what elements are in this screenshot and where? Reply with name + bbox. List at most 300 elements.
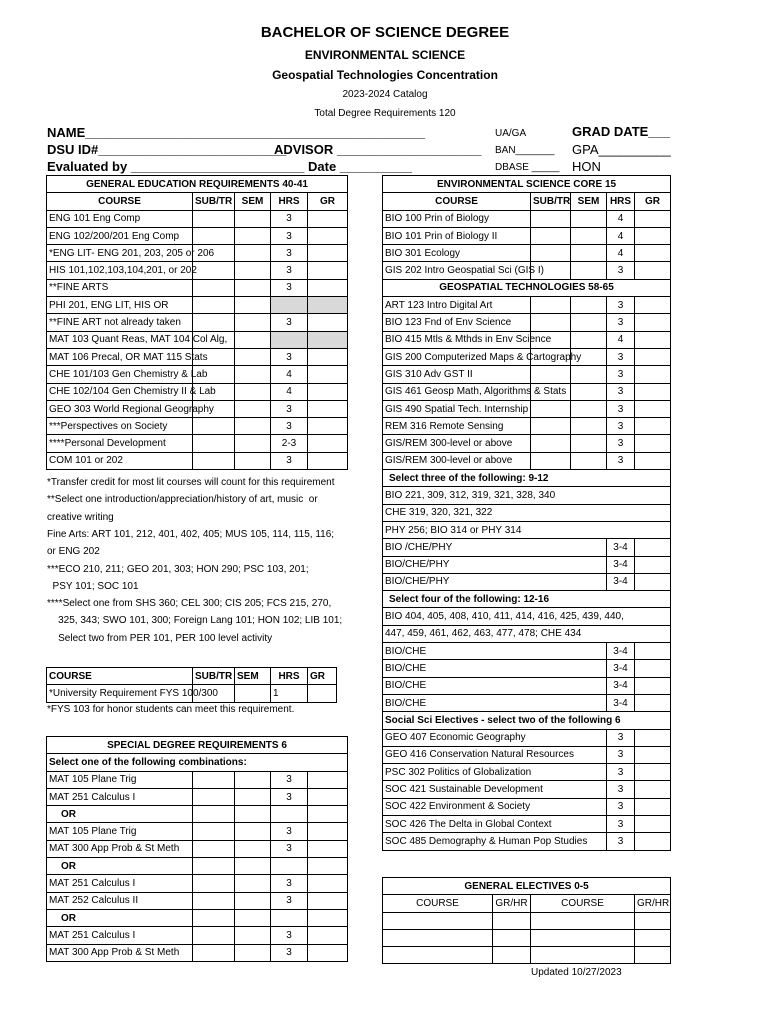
gr-cell[interactable] bbox=[635, 400, 671, 417]
sub-tr-cell[interactable] bbox=[531, 418, 571, 435]
gr-cell[interactable] bbox=[308, 227, 348, 244]
gr-cell[interactable] bbox=[635, 383, 671, 400]
gr-cell[interactable] bbox=[308, 279, 348, 296]
sub-tr-cell[interactable] bbox=[193, 227, 235, 244]
hrs-cell: 4 bbox=[607, 227, 635, 244]
course-name: SOC 485 Demography & Human Pop Studies bbox=[383, 833, 607, 850]
hrs-cell: 3 bbox=[607, 348, 635, 365]
gr-hr-cell[interactable] bbox=[635, 947, 671, 964]
hrs-cell: 3 bbox=[271, 771, 308, 788]
gr-cell[interactable] bbox=[308, 245, 348, 262]
table-row bbox=[383, 452, 671, 469]
gr-cell[interactable] bbox=[308, 366, 348, 383]
col-gr: GR bbox=[308, 668, 337, 685]
social-sci-title: Social Sci Electives - select two of the following 6 bbox=[383, 712, 671, 729]
table-row bbox=[47, 314, 348, 331]
course-cell[interactable] bbox=[383, 912, 493, 929]
hrs-cell: 2-3 bbox=[271, 435, 308, 452]
sem-cell[interactable] bbox=[235, 823, 271, 840]
sub-tr-cell[interactable] bbox=[193, 858, 235, 875]
hrs-cell: 1 bbox=[271, 685, 308, 702]
sem-cell[interactable] bbox=[571, 400, 607, 417]
sem-cell[interactable] bbox=[235, 400, 271, 417]
special-degree-table bbox=[46, 736, 348, 962]
table-row bbox=[47, 245, 348, 262]
section-row bbox=[383, 591, 671, 608]
sem-cell[interactable] bbox=[235, 418, 271, 435]
dsu-id-field[interactable]: DSU ID#__________________________ bbox=[47, 142, 287, 157]
hrs-cell: 3 bbox=[607, 452, 635, 469]
gr-cell[interactable] bbox=[308, 858, 348, 875]
gr-cell[interactable] bbox=[635, 815, 671, 832]
sem-cell[interactable] bbox=[235, 383, 271, 400]
gr-hr-cell[interactable] bbox=[493, 929, 531, 946]
sem-cell[interactable] bbox=[571, 245, 607, 262]
gr-cell[interactable] bbox=[635, 798, 671, 815]
course-list-text: 447, 459, 461, 462, 463, 477, 478; CHE 434 bbox=[383, 625, 671, 642]
table-row bbox=[383, 815, 671, 832]
special-select-text: Select one of the following combinations: bbox=[47, 754, 348, 771]
course-name: ENG 102/200/201 Eng Comp bbox=[47, 227, 193, 244]
col-sub-tr: SUB/TR bbox=[531, 193, 571, 210]
hrs-cell: 3 bbox=[607, 781, 635, 798]
or-label: OR bbox=[47, 858, 193, 875]
course-list-text: PHY 256; BIO 314 or PHY 314 bbox=[383, 521, 671, 538]
sem-cell[interactable] bbox=[235, 366, 271, 383]
gr-cell[interactable] bbox=[308, 840, 348, 857]
table-row bbox=[383, 366, 671, 383]
course-list-row bbox=[383, 504, 671, 521]
col-course: COURSE bbox=[383, 193, 531, 210]
sub-tr-cell[interactable] bbox=[193, 840, 235, 857]
gen-ed-note: PSY 101; SOC 101 bbox=[47, 580, 139, 592]
gr-hr-cell[interactable] bbox=[493, 947, 531, 964]
gen-ed-note: 325, 343; SWO 101, 300; Foreign Lang 101; HON 102; LIB 101; bbox=[47, 615, 343, 627]
course-name: PSC 302 Politics of Globalization bbox=[383, 764, 607, 781]
col-hrs: HRS bbox=[271, 668, 308, 685]
course-name: SOC 422 Environment & Society bbox=[383, 798, 607, 815]
gr-cell[interactable] bbox=[635, 452, 671, 469]
sem-cell[interactable] bbox=[235, 858, 271, 875]
table-row bbox=[47, 210, 348, 227]
gr-cell[interactable] bbox=[635, 643, 671, 660]
hrs-cell: 3 bbox=[607, 314, 635, 331]
col-sem: SEM bbox=[235, 668, 271, 685]
course-list-text: BIO 221, 309, 312, 319, 321, 328, 340 bbox=[383, 487, 671, 504]
sub-tr-cell[interactable] bbox=[531, 314, 571, 331]
evaluated-by-field[interactable]: Evaluated by ________________________ bbox=[47, 159, 305, 174]
gr-cell[interactable] bbox=[308, 331, 348, 348]
updated-date: Updated 10/27/2023 bbox=[531, 967, 622, 978]
gen-ed-note: ***ECO 210, 211; GEO 201, 303; HON 290; PSC 103, 201; bbox=[47, 563, 309, 575]
gr-cell[interactable] bbox=[635, 245, 671, 262]
gr-cell[interactable] bbox=[635, 556, 671, 573]
course-cell[interactable] bbox=[531, 912, 635, 929]
col-course: COURSE bbox=[383, 895, 493, 912]
course-name: SOC 421 Sustainable Development bbox=[383, 781, 607, 798]
hrs-cell: 3 bbox=[607, 798, 635, 815]
hrs-cell: 3 bbox=[607, 297, 635, 314]
course-list-row bbox=[383, 521, 671, 538]
gen-ed-note: ****Select one from SHS 360; CEL 300; CIS 205; FCS 215, 270, bbox=[47, 598, 332, 610]
course-name: MAT 251 Calculus I bbox=[47, 927, 193, 944]
sem-cell[interactable] bbox=[235, 297, 271, 314]
hrs-cell: 3 bbox=[271, 400, 308, 417]
table-row bbox=[383, 245, 671, 262]
sub-tr-cell[interactable] bbox=[531, 366, 571, 383]
course-name: GEO 407 Economic Geography bbox=[383, 729, 607, 746]
gr-hr-cell[interactable] bbox=[493, 912, 531, 929]
sem-cell[interactable] bbox=[571, 227, 607, 244]
sub-tr-cell[interactable] bbox=[193, 279, 235, 296]
gr-cell[interactable] bbox=[308, 944, 348, 961]
course-cell[interactable] bbox=[383, 929, 493, 946]
gr-cell[interactable] bbox=[308, 314, 348, 331]
sem-cell[interactable] bbox=[571, 383, 607, 400]
sub-tr-cell[interactable] bbox=[531, 400, 571, 417]
table-row bbox=[47, 279, 348, 296]
course-name: MAT 105 Plane Trig bbox=[47, 823, 193, 840]
gr-cell[interactable] bbox=[635, 660, 671, 677]
table-row bbox=[47, 875, 348, 892]
sem-cell[interactable] bbox=[235, 331, 271, 348]
hrs-cell: 3 bbox=[271, 227, 308, 244]
table-row bbox=[47, 823, 348, 840]
hrs-cell: 3-4 bbox=[607, 694, 635, 711]
course-name: SOC 426 The Delta in Global Context bbox=[383, 815, 607, 832]
grad-date-field[interactable]: GRAD DATE___ bbox=[572, 124, 671, 139]
course-name: BIO/CHE/PHY bbox=[383, 556, 607, 573]
table-row bbox=[47, 771, 348, 788]
course-name: BIO/CHE/PHY bbox=[383, 573, 607, 590]
dbase-field[interactable]: DBASE _____ bbox=[495, 162, 560, 173]
gr-cell[interactable] bbox=[308, 927, 348, 944]
geospatial-title: GEOSPATIAL TECHNOLOGIES 58-65 bbox=[383, 279, 671, 296]
gr-cell[interactable] bbox=[308, 806, 348, 823]
sub-tr-cell[interactable] bbox=[193, 452, 235, 469]
special-title: SPECIAL DEGREE REQUIREMENTS 6 bbox=[47, 737, 348, 754]
course-name: MAT 251 Calculus I bbox=[47, 875, 193, 892]
course-name: GIS 200 Computerized Maps & Cartography bbox=[383, 348, 531, 365]
course-name: COM 101 or 202 bbox=[47, 452, 193, 469]
col-gr: GR bbox=[308, 193, 348, 210]
hrs-cell: 3 bbox=[271, 788, 308, 805]
sub-tr-cell[interactable] bbox=[193, 297, 235, 314]
table-row bbox=[383, 435, 671, 452]
sub-tr-cell[interactable] bbox=[193, 262, 235, 279]
sem-cell[interactable] bbox=[235, 840, 271, 857]
sem-cell[interactable] bbox=[235, 892, 271, 909]
sem-cell[interactable] bbox=[571, 452, 607, 469]
gr-cell[interactable] bbox=[308, 892, 348, 909]
course-cell[interactable] bbox=[383, 947, 493, 964]
course-name: BIO 415 Mtls & Mthds in Env Science bbox=[383, 331, 531, 348]
gr-cell[interactable] bbox=[308, 823, 348, 840]
sem-cell[interactable] bbox=[235, 927, 271, 944]
course-name: GIS 310 Adv GST II bbox=[383, 366, 531, 383]
gr-cell[interactable] bbox=[308, 909, 348, 926]
gr-cell[interactable] bbox=[635, 746, 671, 763]
hrs-cell: 3 bbox=[271, 210, 308, 227]
gr-cell[interactable] bbox=[635, 366, 671, 383]
hrs-cell: 3-4 bbox=[607, 643, 635, 660]
gr-cell[interactable] bbox=[308, 788, 348, 805]
elective-row bbox=[383, 947, 671, 964]
course-name: BIO 100 Prin of Biology bbox=[383, 210, 531, 227]
gr-cell[interactable] bbox=[635, 539, 671, 556]
hrs-cell: 4 bbox=[271, 383, 308, 400]
sub-tr-cell[interactable] bbox=[531, 435, 571, 452]
hrs-cell: 3 bbox=[607, 729, 635, 746]
hon-field[interactable]: HON bbox=[572, 159, 601, 174]
gr-cell[interactable] bbox=[635, 227, 671, 244]
course-name: BIO /CHE/PHY bbox=[383, 539, 607, 556]
sem-cell[interactable] bbox=[571, 366, 607, 383]
gr-cell[interactable] bbox=[308, 348, 348, 365]
gr-cell[interactable] bbox=[635, 833, 671, 850]
sem-cell[interactable] bbox=[571, 418, 607, 435]
course-name: REM 316 Remote Sensing bbox=[383, 418, 531, 435]
gr-cell[interactable] bbox=[308, 262, 348, 279]
gr-cell[interactable] bbox=[635, 435, 671, 452]
gr-cell[interactable] bbox=[308, 418, 348, 435]
gr-cell[interactable] bbox=[308, 771, 348, 788]
sem-cell[interactable] bbox=[235, 435, 271, 452]
hrs-cell: 4 bbox=[607, 210, 635, 227]
gr-cell[interactable] bbox=[308, 452, 348, 469]
sem-cell[interactable] bbox=[571, 297, 607, 314]
table-row bbox=[383, 677, 671, 694]
course-name: BIO/CHE bbox=[383, 643, 607, 660]
hrs-cell: 4 bbox=[607, 245, 635, 262]
sem-cell[interactable] bbox=[571, 210, 607, 227]
sem-cell[interactable] bbox=[235, 348, 271, 365]
sub-tr-cell[interactable] bbox=[193, 806, 235, 823]
sub-tr-cell[interactable] bbox=[531, 227, 571, 244]
sem-cell[interactable] bbox=[235, 227, 271, 244]
gr-cell[interactable] bbox=[635, 781, 671, 798]
course-name: MAT 105 Plane Trig bbox=[47, 771, 193, 788]
sub-tr-cell[interactable] bbox=[193, 435, 235, 452]
sub-tr-cell[interactable] bbox=[193, 909, 235, 926]
hrs-cell: 3-4 bbox=[607, 539, 635, 556]
hrs-cell: 3 bbox=[607, 400, 635, 417]
gr-cell[interactable] bbox=[308, 400, 348, 417]
gr-cell[interactable] bbox=[635, 297, 671, 314]
sem-cell[interactable] bbox=[235, 452, 271, 469]
hrs-cell bbox=[271, 909, 308, 926]
table-row bbox=[47, 400, 348, 417]
col-gr-hr: GR/HR bbox=[493, 895, 531, 912]
advisor-field[interactable]: ADVISOR ____________________ bbox=[274, 142, 482, 157]
sem-cell[interactable] bbox=[571, 331, 607, 348]
sem-cell[interactable] bbox=[235, 685, 271, 702]
hrs-cell: 4 bbox=[607, 331, 635, 348]
sem-cell[interactable] bbox=[235, 875, 271, 892]
sub-tr-cell[interactable] bbox=[193, 875, 235, 892]
course-name: *ENG LIT- ENG 201, 203, 205 or 206 bbox=[47, 245, 193, 262]
course-list-text: CHE 319, 320, 321, 322 bbox=[383, 504, 671, 521]
sub-tr-cell[interactable] bbox=[193, 314, 235, 331]
col-hrs: HRS bbox=[271, 193, 308, 210]
sem-cell[interactable] bbox=[235, 771, 271, 788]
table-row bbox=[383, 539, 671, 556]
table-row bbox=[383, 331, 671, 348]
sem-cell[interactable] bbox=[235, 262, 271, 279]
course-name: HIS 101,102,103,104,201, or 202 bbox=[47, 262, 193, 279]
col-hrs: HRS bbox=[607, 193, 635, 210]
table-row bbox=[383, 314, 671, 331]
course-name: *University Requirement FYS 100/300 bbox=[47, 685, 193, 702]
table-row bbox=[383, 262, 671, 279]
gr-cell[interactable] bbox=[635, 210, 671, 227]
table-row bbox=[383, 348, 671, 365]
table-row bbox=[383, 781, 671, 798]
table-row bbox=[47, 452, 348, 469]
hrs-cell: 3 bbox=[271, 245, 308, 262]
gr-cell[interactable] bbox=[635, 331, 671, 348]
col-sub-tr: SUB/TR bbox=[193, 668, 235, 685]
table-row bbox=[383, 556, 671, 573]
hrs-cell: 3-4 bbox=[607, 660, 635, 677]
hrs-cell: 3 bbox=[271, 279, 308, 296]
table-row bbox=[47, 418, 348, 435]
gen-ed-note: creative writing bbox=[47, 511, 114, 523]
course-name: CHE 102/104 Gen Chemistry II & Lab bbox=[47, 383, 193, 400]
ua-ga-label: UA/GA bbox=[495, 128, 527, 139]
program-name: ENVIRONMENTAL SCIENCE bbox=[304, 48, 466, 62]
gr-cell[interactable] bbox=[635, 418, 671, 435]
name-field[interactable]: NAME_______________________________________________ bbox=[47, 125, 426, 140]
table-row bbox=[383, 418, 671, 435]
course-cell[interactable] bbox=[531, 947, 635, 964]
gr-cell[interactable] bbox=[635, 573, 671, 590]
gr-cell[interactable] bbox=[635, 262, 671, 279]
hrs-cell: 3-4 bbox=[607, 677, 635, 694]
electives-title: GENERAL ELECTIVES 0-5 bbox=[383, 878, 671, 895]
gr-cell[interactable] bbox=[308, 685, 337, 702]
hrs-cell: 3 bbox=[607, 764, 635, 781]
table-row bbox=[47, 383, 348, 400]
gr-hr-cell[interactable] bbox=[635, 912, 671, 929]
sub-tr-cell[interactable] bbox=[193, 771, 235, 788]
gr-cell[interactable] bbox=[308, 875, 348, 892]
sub-tr-cell[interactable] bbox=[193, 892, 235, 909]
course-name: GIS/REM 300-level or above bbox=[383, 435, 531, 452]
sem-cell[interactable] bbox=[235, 788, 271, 805]
course-name: **FINE ARTS bbox=[47, 279, 193, 296]
gr-cell[interactable] bbox=[308, 383, 348, 400]
section-row bbox=[383, 279, 671, 296]
hrs-cell: 3 bbox=[607, 833, 635, 850]
sub-tr-cell[interactable] bbox=[193, 210, 235, 227]
table-row bbox=[383, 227, 671, 244]
hrs-cell: 3-4 bbox=[607, 573, 635, 590]
table-row bbox=[47, 297, 348, 314]
sem-cell[interactable] bbox=[571, 314, 607, 331]
sem-cell[interactable] bbox=[571, 262, 607, 279]
table-row bbox=[47, 944, 348, 961]
sem-cell[interactable] bbox=[235, 245, 271, 262]
table-row bbox=[47, 858, 348, 875]
course-name: MAT 251 Calculus I bbox=[47, 788, 193, 805]
gen-ed-note: or ENG 202 bbox=[47, 546, 100, 558]
sub-tr-cell[interactable] bbox=[193, 944, 235, 961]
gr-cell[interactable] bbox=[308, 210, 348, 227]
gr-cell[interactable] bbox=[308, 297, 348, 314]
hrs-cell: 3 bbox=[271, 823, 308, 840]
gr-cell[interactable] bbox=[308, 435, 348, 452]
table-row bbox=[383, 210, 671, 227]
hrs-cell: 3 bbox=[607, 746, 635, 763]
sem-cell[interactable] bbox=[235, 944, 271, 961]
sem-cell[interactable] bbox=[235, 279, 271, 296]
sub-tr-cell[interactable] bbox=[531, 452, 571, 469]
gr-cell[interactable] bbox=[635, 764, 671, 781]
sub-tr-cell[interactable] bbox=[193, 823, 235, 840]
general-electives-table bbox=[382, 877, 671, 964]
hrs-cell: 3-4 bbox=[607, 556, 635, 573]
elective-row bbox=[383, 929, 671, 946]
course-name: MAT 252 Calculus II bbox=[47, 892, 193, 909]
sem-cell[interactable] bbox=[235, 314, 271, 331]
sem-cell[interactable] bbox=[235, 806, 271, 823]
ban-field[interactable]: BAN_______ bbox=[495, 145, 555, 156]
university-requirement-table bbox=[46, 667, 337, 703]
course-name: GEO 303 World Regional Geography bbox=[47, 400, 193, 417]
table-row bbox=[383, 400, 671, 417]
course-name: BIO/CHE bbox=[383, 677, 607, 694]
sub-tr-cell[interactable] bbox=[531, 245, 571, 262]
sem-cell[interactable] bbox=[571, 435, 607, 452]
sub-tr-cell[interactable] bbox=[193, 418, 235, 435]
sem-cell[interactable] bbox=[235, 210, 271, 227]
sub-tr-cell[interactable] bbox=[193, 927, 235, 944]
course-name: ***Perspectives on Society bbox=[47, 418, 193, 435]
table-row bbox=[383, 660, 671, 677]
gr-cell[interactable] bbox=[635, 729, 671, 746]
gr-cell[interactable] bbox=[635, 314, 671, 331]
gr-hr-cell[interactable] bbox=[635, 929, 671, 946]
gr-cell[interactable] bbox=[635, 677, 671, 694]
gen-ed-note: *Transfer credit for most lit courses will count for this requirement bbox=[47, 477, 335, 488]
hrs-cell: 3 bbox=[271, 348, 308, 365]
hrs-cell bbox=[271, 297, 308, 314]
sub-tr-cell[interactable] bbox=[531, 210, 571, 227]
gpa-field[interactable]: GPA__________ bbox=[572, 142, 671, 157]
hrs-cell bbox=[271, 806, 308, 823]
or-label: OR bbox=[47, 909, 193, 926]
gen-ed-note: **Select one introduction/appreciation/history of art, music or bbox=[47, 494, 318, 506]
date-field[interactable]: Date __________ bbox=[308, 159, 413, 174]
course-name: ****Personal Development bbox=[47, 435, 193, 452]
col-sem: SEM bbox=[235, 193, 271, 210]
course-name: GIS 490 Spatial Tech. Internship bbox=[383, 400, 531, 417]
course-list-text: BIO 404, 405, 408, 410, 411, 414, 416, 425, 439, 440, bbox=[383, 608, 671, 625]
hrs-cell: 4 bbox=[271, 366, 308, 383]
gr-cell[interactable] bbox=[635, 348, 671, 365]
sem-cell[interactable] bbox=[235, 909, 271, 926]
hrs-cell bbox=[271, 858, 308, 875]
sub-tr-cell[interactable] bbox=[531, 297, 571, 314]
gr-cell[interactable] bbox=[635, 694, 671, 711]
concentration-name: Geospatial Technologies Concentration bbox=[272, 68, 498, 82]
sub-tr-cell[interactable] bbox=[193, 788, 235, 805]
course-cell[interactable] bbox=[531, 929, 635, 946]
table-row bbox=[47, 927, 348, 944]
course-name: ENG 101 Eng Comp bbox=[47, 210, 193, 227]
table-row bbox=[383, 383, 671, 400]
